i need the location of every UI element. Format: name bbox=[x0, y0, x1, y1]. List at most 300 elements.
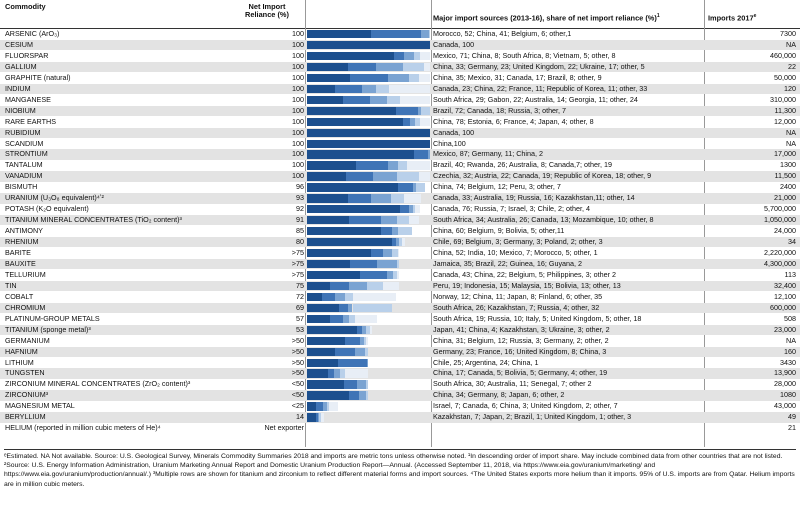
commodity-name: PLATINUM-GROUP METALS bbox=[5, 313, 100, 323]
commodity-name: TANTALUM bbox=[5, 160, 43, 170]
net-import-value: 100 bbox=[292, 50, 304, 60]
share-segment bbox=[402, 238, 406, 246]
share-segment bbox=[307, 140, 430, 148]
share-segment bbox=[307, 96, 343, 104]
table-row bbox=[0, 73, 800, 83]
imports-value: 1,050,000 bbox=[764, 215, 796, 225]
net-import-value: >75 bbox=[291, 258, 304, 268]
share-segment bbox=[367, 359, 368, 367]
share-segment bbox=[367, 282, 383, 290]
import-sources: Japan, 41; China, 4; Kazakhstan, 3; Ukraine, 3; other, 2 bbox=[433, 324, 610, 334]
table-row bbox=[0, 368, 800, 378]
commodity-name: BERYLLIUM bbox=[5, 412, 46, 422]
share-bar bbox=[307, 413, 430, 421]
share-segment bbox=[307, 216, 349, 224]
commodity-header: Commodity bbox=[5, 2, 46, 11]
net-import-value: <50 bbox=[291, 390, 304, 400]
import-sources: Chile, 69; Belgium, 3; Germany, 3; Poland, 2; other, 3 bbox=[433, 237, 603, 247]
share-bar bbox=[307, 271, 430, 279]
share-segment bbox=[307, 369, 328, 377]
share-segment bbox=[400, 96, 430, 104]
share-segment bbox=[429, 30, 430, 38]
imports-header: Imports 2017e bbox=[708, 13, 757, 23]
share-segment bbox=[355, 348, 365, 356]
share-segment bbox=[394, 52, 404, 60]
share-segment bbox=[307, 304, 339, 312]
share-segment bbox=[307, 326, 357, 334]
share-bar bbox=[307, 96, 430, 104]
table-row bbox=[0, 379, 800, 389]
net-import-value: 69 bbox=[296, 302, 304, 312]
share-segment bbox=[307, 150, 414, 158]
import-sources: Canada, 43; China, 22; Belgium, 5; Philippines, 3; other 2 bbox=[433, 269, 616, 279]
import-sources: Canada, 33; Australia, 19; Russia, 16; Kazakhstan,11; other, 14 bbox=[433, 193, 635, 203]
share-segment bbox=[307, 413, 316, 421]
table-row bbox=[0, 149, 800, 159]
share-segment bbox=[357, 380, 366, 388]
share-segment bbox=[307, 161, 356, 169]
commodity-name: URANIUM (U₃O₈ equivalent)⁴ʼ² bbox=[5, 193, 104, 203]
share-segment bbox=[365, 348, 369, 356]
share-segment bbox=[391, 194, 405, 202]
imports-value: 49 bbox=[788, 412, 796, 422]
imports-value: 310,000 bbox=[770, 94, 796, 104]
import-sources: Norway, 12; China, 11; Japan, 8; Finland, 6; other, 35 bbox=[433, 291, 603, 301]
share-segment bbox=[421, 107, 430, 115]
net-import-value: 91 bbox=[296, 215, 304, 225]
table-row bbox=[0, 128, 800, 138]
imports-value: 50,000 bbox=[774, 72, 796, 82]
imports-value: 21,000 bbox=[774, 193, 796, 203]
commodity-name: GALLIUM bbox=[5, 61, 37, 71]
share-segment bbox=[381, 216, 397, 224]
commodity-name: TITANIUM MINERAL CONCENTRATES (TiO₂ content)³ bbox=[5, 215, 182, 225]
share-bar bbox=[307, 348, 430, 356]
import-sources: Jamaica, 35; Brazil, 22; Guinea, 16; Guyana, 2 bbox=[433, 258, 583, 268]
share-segment bbox=[397, 216, 409, 224]
share-bar bbox=[307, 359, 430, 367]
share-segment bbox=[376, 63, 403, 71]
share-segment bbox=[307, 183, 398, 191]
commodity-name: MANGANESE bbox=[5, 94, 51, 104]
commodity-name: SCANDIUM bbox=[5, 138, 44, 148]
share-segment bbox=[307, 172, 346, 180]
share-segment bbox=[307, 30, 371, 38]
share-segment bbox=[307, 227, 381, 235]
import-sources: Czechia, 32; Austria, 22; Canada, 19; Republic of Korea, 18; other, 9 bbox=[433, 171, 652, 181]
imports-value: 43,000 bbox=[774, 401, 796, 411]
share-segment bbox=[307, 337, 345, 345]
imports-value: 5,700,000 bbox=[764, 204, 796, 214]
net-import-value: 92 bbox=[296, 204, 304, 214]
commodity-name: GERMANIUM bbox=[5, 335, 50, 345]
commodity-name: GRAPHITE (natural) bbox=[5, 72, 71, 82]
share-segment bbox=[409, 216, 419, 224]
import-sources: Chile, 25; Argentina, 24; China, 1 bbox=[433, 357, 539, 367]
net-import-value: <25 bbox=[291, 401, 304, 411]
share-segment bbox=[366, 391, 368, 399]
share-segment bbox=[396, 107, 418, 115]
commodity-name: ARSENIC (ArO₃) bbox=[5, 29, 60, 38]
import-sources: Peru, 19; Indonesia, 15; Malaysia, 15; Bolivia, 13; other, 13 bbox=[433, 280, 621, 290]
net-import-value: 100 bbox=[292, 171, 304, 181]
commodity-name: CHROMIUM bbox=[5, 302, 46, 312]
commodity-name: VANADIUM bbox=[5, 171, 43, 181]
commodity-name: MAGNESIUM METAL bbox=[5, 401, 75, 411]
share-segment bbox=[403, 63, 424, 71]
import-sources: China, 31; Belgium, 12; Russia, 3; Germany, 2; other, 2 bbox=[433, 335, 609, 345]
net-import-value: 100 bbox=[292, 94, 304, 104]
import-sources: China,100 bbox=[433, 138, 466, 148]
share-segment bbox=[316, 402, 323, 410]
share-segment bbox=[307, 402, 316, 410]
imports-value: 11,500 bbox=[774, 171, 796, 181]
share-segment bbox=[360, 271, 387, 279]
net-import-value: 85 bbox=[296, 226, 304, 236]
share-bar bbox=[307, 107, 430, 115]
share-segment bbox=[420, 118, 430, 126]
imports-value: 1300 bbox=[780, 160, 796, 170]
imports-value: 11,300 bbox=[774, 105, 796, 115]
share-segment bbox=[370, 96, 387, 104]
imports-value: 23,000 bbox=[774, 324, 796, 334]
commodity-name: RHENIUM bbox=[5, 237, 39, 247]
imports-value: 24,000 bbox=[774, 226, 796, 236]
share-segment bbox=[307, 293, 322, 301]
share-segment bbox=[307, 380, 344, 388]
table-row bbox=[0, 95, 800, 105]
share-segment bbox=[307, 315, 330, 323]
imports-value: 13,900 bbox=[774, 368, 796, 378]
commodity-name: FLUORSPAR bbox=[5, 50, 49, 60]
imports-value: 1080 bbox=[780, 390, 796, 400]
import-sources: South Africa, 30; Australia, 11; Senegal, 7; other 2 bbox=[433, 379, 592, 389]
table-row bbox=[0, 182, 800, 192]
share-segment bbox=[307, 271, 360, 279]
net-import-value: >50 bbox=[291, 357, 304, 367]
share-segment bbox=[366, 337, 368, 345]
net-import-value: 53 bbox=[296, 324, 304, 334]
table-row bbox=[0, 248, 800, 258]
commodity-name: CESIUM bbox=[5, 39, 33, 49]
commodity-name: TIN bbox=[5, 280, 17, 290]
share-segment bbox=[307, 107, 396, 115]
import-sources: Israel, 7; Canada, 6; China, 3; United Kingdom, 2; other, 7 bbox=[433, 401, 618, 411]
share-segment bbox=[307, 238, 392, 246]
net-import-value: 100 bbox=[292, 149, 304, 159]
imports-value: 32,400 bbox=[774, 280, 796, 290]
import-sources: Mexico, 71; China, 8; South Africa, 8; Vietnam, 5; other, 8 bbox=[433, 50, 616, 60]
share-bar bbox=[307, 282, 430, 290]
share-segment bbox=[420, 52, 430, 60]
imports-value: 22 bbox=[788, 61, 796, 71]
import-sources: South Africa, 34; Australia, 26; Canada, 13; Mozambique, 10; other, 8 bbox=[433, 215, 654, 225]
share-segment bbox=[409, 74, 419, 82]
share-segment bbox=[398, 227, 412, 235]
share-segment bbox=[383, 282, 399, 290]
import-sources: Brazil, 40; Rwanda, 26; Australia, 8; Canada,7; other, 19 bbox=[433, 160, 612, 170]
share-segment bbox=[330, 282, 348, 290]
share-bar bbox=[307, 150, 430, 158]
share-segment bbox=[307, 391, 349, 399]
table-row bbox=[0, 303, 800, 313]
table-row bbox=[0, 84, 800, 94]
commodity-name: HAFNIUM bbox=[5, 346, 38, 356]
share-segment bbox=[356, 161, 388, 169]
table-row bbox=[0, 226, 800, 236]
table-row bbox=[0, 314, 800, 324]
share-segment bbox=[345, 369, 368, 377]
net-import-value: >75 bbox=[291, 248, 304, 257]
commodity-name: TITANIUM (sponge metal)³ bbox=[5, 324, 91, 334]
commodity-name: RUBIDIUM bbox=[5, 127, 41, 137]
share-bar bbox=[307, 293, 430, 301]
share-bar bbox=[307, 369, 430, 377]
imports-value: NA bbox=[786, 127, 796, 137]
share-segment bbox=[345, 293, 352, 301]
net-import-value: <50 bbox=[291, 379, 304, 389]
share-segment bbox=[383, 249, 392, 257]
share-segment bbox=[307, 359, 338, 367]
table-row bbox=[0, 117, 800, 127]
share-bar bbox=[307, 304, 430, 312]
net-import-value: 100 bbox=[292, 160, 304, 170]
share-segment bbox=[307, 63, 348, 71]
net-import-value: 100 bbox=[292, 61, 304, 71]
commodity-name: LITHIUM bbox=[5, 357, 34, 367]
net-import-value: 72 bbox=[296, 291, 304, 301]
share-segment bbox=[371, 30, 421, 38]
table-row bbox=[0, 358, 800, 368]
share-segment bbox=[322, 293, 336, 301]
share-segment bbox=[335, 348, 355, 356]
import-sources: South Africa, 19; Russia, 10; Italy, 5; United Kingdom, 5; other, 18 bbox=[433, 313, 642, 323]
table-row bbox=[0, 325, 800, 335]
share-segment bbox=[398, 249, 399, 257]
commodity-name: ANTIMONY bbox=[5, 226, 43, 236]
share-segment bbox=[350, 260, 377, 268]
share-bar bbox=[307, 238, 430, 246]
share-segment bbox=[415, 205, 420, 213]
share-segment bbox=[403, 118, 410, 126]
share-bar bbox=[307, 30, 430, 38]
table-row bbox=[0, 51, 800, 61]
imports-value: 7300 bbox=[780, 29, 796, 38]
imports-value: NA bbox=[786, 138, 796, 148]
sources-header: Major import sources (2013-16), share of net import reliance (%)$^1$ bbox=[433, 13, 660, 23]
imports-value: 17,000 bbox=[774, 149, 796, 159]
import-sources: China, 17; Canada, 5; Bolivia, 5; Germany, 4; other, 19 bbox=[433, 368, 608, 378]
commodity-name: BAUXITE bbox=[5, 258, 36, 268]
import-sources: China, 33; Germany, 23; United Kingdom, 22; Ukraine, 17; other, 5 bbox=[433, 61, 645, 71]
share-segment bbox=[389, 85, 430, 93]
net-import-value: 100 bbox=[292, 83, 304, 93]
table-row bbox=[0, 29, 800, 39]
share-segment bbox=[355, 315, 377, 323]
share-segment bbox=[338, 359, 368, 367]
table-row bbox=[0, 281, 800, 291]
share-bar bbox=[307, 326, 430, 334]
import-sources: China, 35; Mexico, 31; Canada, 17; Brazil, 8; other, 9 bbox=[433, 72, 602, 82]
commodity-name: RARE EARTHS bbox=[5, 116, 56, 126]
share-segment bbox=[349, 282, 367, 290]
net-import-value: 75 bbox=[296, 280, 304, 290]
net-import-value: 96 bbox=[296, 182, 304, 192]
net-import-value: 57 bbox=[296, 313, 304, 323]
share-segment bbox=[307, 348, 335, 356]
share-segment bbox=[307, 41, 430, 49]
table-row bbox=[0, 106, 800, 116]
share-segment bbox=[307, 129, 430, 137]
share-segment bbox=[397, 172, 419, 180]
table-row bbox=[0, 423, 800, 433]
share-segment bbox=[344, 380, 358, 388]
commodity-name: BISMUTH bbox=[5, 182, 38, 192]
share-bar bbox=[307, 118, 430, 126]
share-segment bbox=[348, 63, 376, 71]
table-row bbox=[0, 160, 800, 170]
net-import-value: 100 bbox=[292, 127, 304, 137]
share-segment bbox=[371, 249, 383, 257]
share-segment bbox=[307, 194, 348, 202]
share-segment bbox=[371, 194, 391, 202]
net-import-value: Net exporter bbox=[264, 423, 304, 433]
imports-value: 34 bbox=[788, 237, 796, 247]
import-sources: Germany, 23; France, 16; United Kingdom, 8; China, 3 bbox=[433, 346, 607, 356]
imports-value: 120 bbox=[784, 83, 796, 93]
share-segment bbox=[349, 216, 381, 224]
share-segment bbox=[359, 391, 366, 399]
share-segment bbox=[353, 304, 392, 312]
table-row bbox=[0, 401, 800, 411]
share-bar bbox=[307, 380, 430, 388]
share-segment bbox=[329, 402, 338, 410]
share-segment bbox=[388, 161, 398, 169]
share-bar bbox=[307, 183, 430, 191]
share-segment bbox=[307, 85, 335, 93]
share-segment bbox=[387, 96, 401, 104]
share-segment bbox=[307, 205, 400, 213]
imports-value: NA bbox=[786, 39, 796, 49]
commodity-name: ZIRCONIUM³ bbox=[5, 390, 49, 400]
share-bar bbox=[307, 315, 430, 323]
table-row bbox=[0, 259, 800, 269]
imports-value: 12,000 bbox=[774, 116, 796, 126]
imports-value: 4,300,000 bbox=[764, 258, 796, 268]
share-segment bbox=[350, 74, 388, 82]
share-segment bbox=[307, 74, 350, 82]
share-segment bbox=[421, 30, 428, 38]
imports-value: 12,100 bbox=[774, 291, 796, 301]
share-segment bbox=[424, 63, 430, 71]
import-sources: China, 60; Belgium, 9; Bolivia, 5; other,11 bbox=[433, 226, 565, 236]
imports-value: 160 bbox=[784, 346, 796, 356]
imports-value: 460,000 bbox=[770, 50, 796, 60]
table-header bbox=[0, 0, 800, 29]
commodity-name: TUNGSTEN bbox=[5, 368, 45, 378]
share-segment bbox=[397, 260, 399, 268]
net-import-value: 100 bbox=[292, 138, 304, 148]
import-sources: Canada, 23; China, 22; France, 11; Republic of Korea, 11; other, 33 bbox=[433, 83, 648, 93]
net-import-value: >50 bbox=[291, 346, 304, 356]
share-bar bbox=[307, 85, 430, 93]
table-row bbox=[0, 40, 800, 50]
net-import-value: 100 bbox=[292, 105, 304, 115]
table-row bbox=[0, 215, 800, 225]
net-import-value: >50 bbox=[291, 335, 304, 345]
net-import-value: 100 bbox=[292, 29, 304, 38]
share-segment bbox=[362, 85, 376, 93]
share-segment bbox=[330, 315, 342, 323]
import-sources: Mexico, 87; Germany, 11; China, 2 bbox=[433, 149, 543, 159]
table-row bbox=[0, 292, 800, 302]
share-segment bbox=[335, 293, 345, 301]
share-segment bbox=[345, 337, 360, 345]
imports-value: 113 bbox=[784, 269, 796, 279]
share-segment bbox=[404, 52, 414, 60]
share-bar bbox=[307, 74, 430, 82]
table-row bbox=[0, 336, 800, 346]
share-bar bbox=[307, 194, 430, 202]
share-segment bbox=[404, 194, 421, 202]
share-segment bbox=[366, 380, 368, 388]
share-segment bbox=[348, 194, 371, 202]
share-segment bbox=[339, 304, 348, 312]
share-bar bbox=[307, 205, 430, 213]
share-bar bbox=[307, 391, 430, 399]
imports-value: 21 bbox=[788, 423, 796, 433]
commodity-name: NIOBIUM bbox=[5, 105, 36, 115]
table-row bbox=[0, 390, 800, 400]
share-segment bbox=[416, 183, 425, 191]
share-bar bbox=[307, 216, 430, 224]
net-import-value: 14 bbox=[296, 412, 304, 422]
net-import-value: 80 bbox=[296, 237, 304, 247]
import-sources: China, 74; Belgium, 12; Peru, 3; other, 7 bbox=[433, 182, 561, 192]
table-row bbox=[0, 193, 800, 203]
share-segment bbox=[376, 85, 390, 93]
share-bar bbox=[307, 140, 430, 148]
share-segment bbox=[414, 150, 428, 158]
commodity-name: STRONTIUM bbox=[5, 149, 48, 159]
imports-value: 3430 bbox=[780, 357, 796, 367]
table-row bbox=[0, 270, 800, 280]
net-import-value: 100 bbox=[292, 39, 304, 49]
share-bar bbox=[307, 227, 430, 235]
share-segment bbox=[428, 150, 430, 158]
net-import-value: >50 bbox=[291, 368, 304, 378]
imports-value: 28,000 bbox=[774, 379, 796, 389]
import-sources: Brazil, 72; Canada, 18; Russia, 3; other, 7 bbox=[433, 105, 567, 115]
table-row bbox=[0, 62, 800, 72]
import-sources: Morocco, 52; China, 41; Belgium, 6; other,1 bbox=[433, 29, 572, 38]
table-row bbox=[0, 139, 800, 149]
share-segment bbox=[307, 52, 394, 60]
table-row bbox=[0, 237, 800, 247]
commodity-name: INDIUM bbox=[5, 83, 31, 93]
share-bar bbox=[307, 172, 430, 180]
share-bar bbox=[307, 402, 430, 410]
commodity-name: TELLURIUM bbox=[5, 269, 46, 279]
share-segment bbox=[373, 172, 396, 180]
table-row bbox=[0, 347, 800, 357]
share-bar bbox=[307, 52, 430, 60]
share-segment bbox=[398, 183, 413, 191]
share-segment bbox=[353, 293, 396, 301]
share-segment bbox=[407, 161, 430, 169]
share-segment bbox=[381, 227, 392, 235]
table-row bbox=[0, 204, 800, 214]
